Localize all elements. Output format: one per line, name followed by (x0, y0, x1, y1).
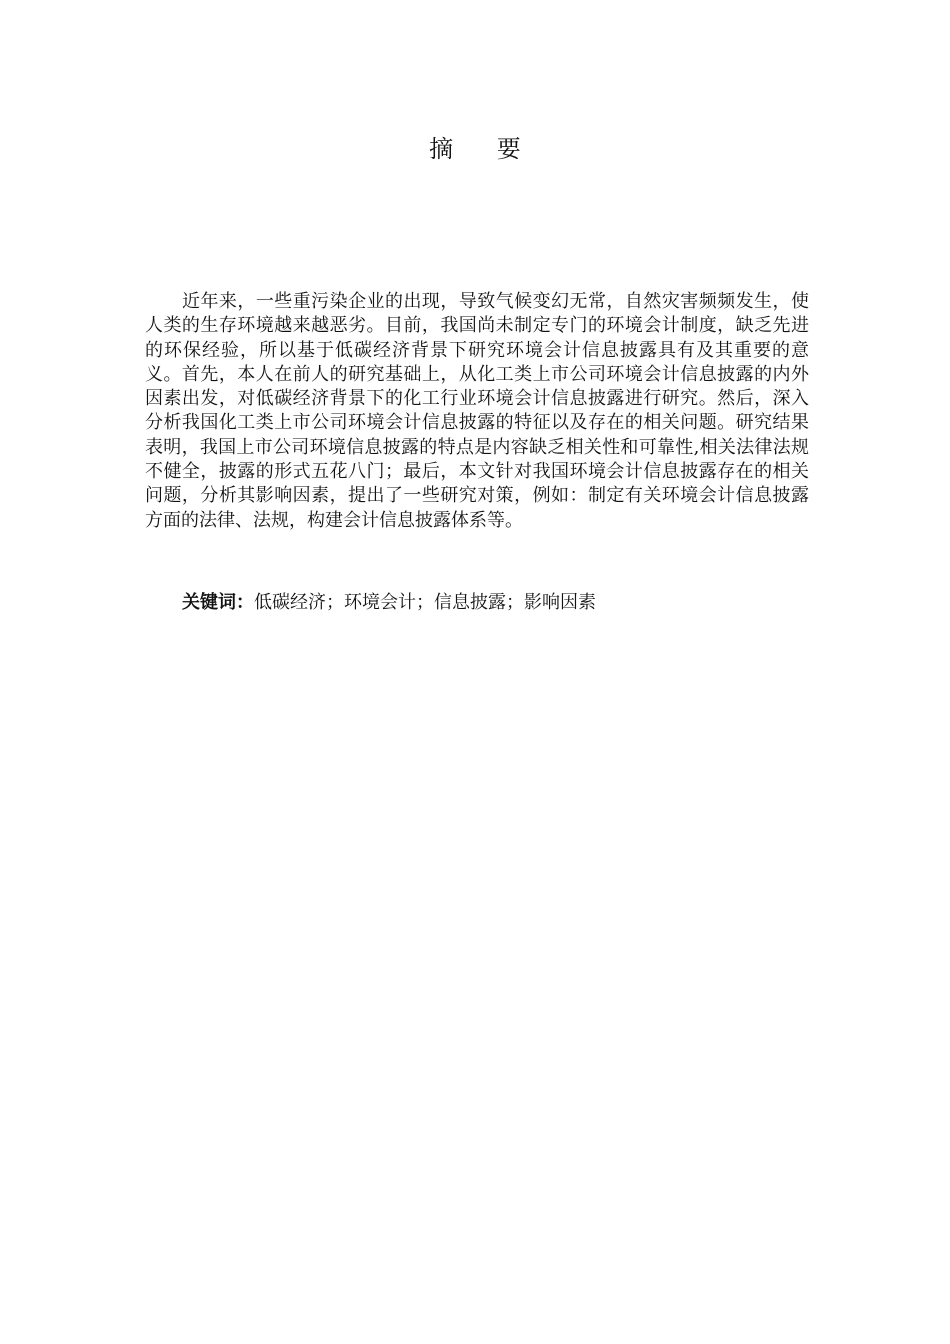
keywords-line (182, 591, 596, 615)
keywords-value: 低碳经济；环境会计；信息披露；影响因素 (254, 592, 596, 613)
abstract-paragraph: 近年来，一些重污染企业的出现，导致气候变幻无常，自然灾害频频发生，使人类的生存环境越来越恶劣。目前，我国尚未制定专门的环境会计制度，缺乏先进的环保经验，所以基于低碳经济背景下研究环境会计信息披露具有及其重要的意义。首先，本人在前人的研究基础上，从化工类上市公司环境会计信息披露的内外因素出发，对低碳经济背景下的化工行业环境会计信息披露进行研究。然后，深入分析我国化工类上市公司环境会计信息披露的特征以及存在的相关问题。研究结果表明，我国上市公司环境信息披露的特点是内容缺乏相关性和可靠性,相关法律法规不健全，披露的形式五花八门；最后，本文针对我国环境会计信息披露存在的相关问题，分析其影响因素，提出了一些研究对策，例如：制定有关环境会计信息披露方面的法律、法规，构建会计信息披露体系等。 (145, 291, 809, 531)
keywords-label: 关键词： (182, 592, 254, 613)
abstract-title: 摘 要 (429, 135, 539, 163)
